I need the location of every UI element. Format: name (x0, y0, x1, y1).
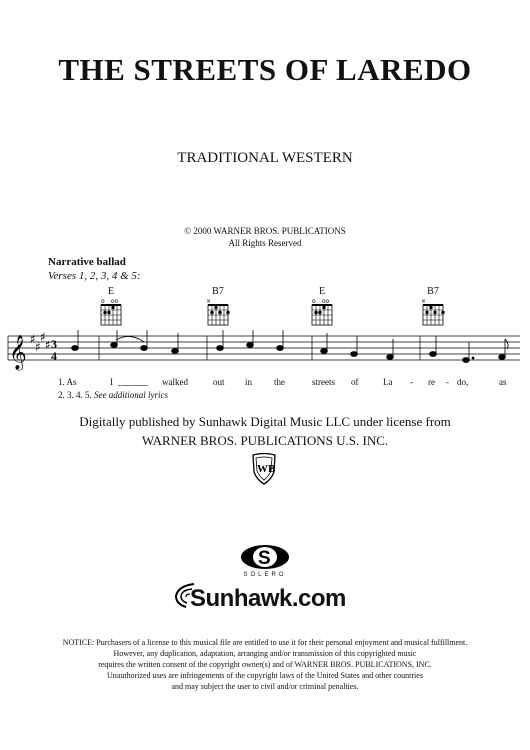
lyric-syllable: streets (312, 377, 335, 387)
notice-line: requires the written consent of the copyright owner(s) and of WARNER BROS. PUBLICATIONS, INC. (98, 660, 432, 669)
lyric-syllable: La (383, 377, 393, 387)
chord-name: E (107, 286, 115, 297)
svg-text:S: S (258, 548, 271, 569)
music-staff (0, 330, 530, 375)
solero-label: SOLERO (243, 572, 287, 578)
lyric-hyphen: - (410, 377, 413, 387)
svg-text:♯: ♯ (45, 338, 51, 352)
svg-text:♯: ♯ (40, 330, 46, 344)
svg-text:o: o (101, 298, 105, 305)
svg-text:oo: oo (322, 298, 330, 305)
song-title: THE STREETS OF LAREDO (58, 52, 472, 87)
svg-text:o: o (312, 298, 316, 305)
svg-text:×: × (421, 298, 427, 305)
slur (116, 336, 144, 342)
time-signature-top: 3 (51, 337, 57, 351)
publisher-name: WARNER BROS. PUBLICATIONS U.S. INC. (141, 433, 389, 448)
publisher-line: Digitally published by Sunhawk Digital Music LLC under license from (79, 414, 451, 429)
lyric-syllable: out (213, 377, 225, 387)
svg-text:♯: ♯ (35, 340, 41, 354)
tempo-marking: Narrative ballad (48, 256, 126, 268)
chord-diagram-e (97, 297, 125, 327)
chord-name: E (318, 286, 326, 297)
lyric-syllable: the (274, 377, 285, 387)
song-subtitle: TRADITIONAL WESTERN (177, 150, 353, 166)
notice-line: Unauthorized uses are infringements of the copyright laws of the United States and other countries (107, 671, 423, 680)
license-notice (20, 637, 510, 692)
notice-line: NOTICE: Purchasers of a license to this musical file are entitled to use it for their personal enjoyment and musical fulfillment. (62, 638, 468, 647)
rights-line: All Rights Reserved (228, 238, 302, 248)
svg-text:♯: ♯ (30, 332, 36, 346)
lyric-extender (118, 384, 150, 387)
time-signature-bottom: 4 (51, 349, 57, 363)
verse-numbers: 2. 3. 4. 5. (58, 390, 92, 400)
lyric-syllable: do, (457, 377, 469, 387)
lyric-syllable: of (351, 377, 359, 387)
lyric-additional-verses (58, 390, 168, 400)
copyright-line: © 2000 WARNER BROS. PUBLICATIONS (184, 226, 346, 236)
lyric-syllable: in (245, 377, 253, 387)
svg-text:×: × (206, 298, 212, 305)
chord-diagram-e (308, 297, 336, 327)
svg-text:WB: WB (257, 463, 276, 475)
lyric-syllable: walked (162, 377, 188, 387)
chord-name: B7 (427, 286, 439, 297)
chord-name: B7 (212, 286, 224, 297)
copyright-notice (0, 225, 530, 249)
additional-lyrics-note: See additional lyrics (94, 390, 168, 400)
verses-label: Verses 1, 2, 3, 4 & 5: (48, 270, 141, 282)
lyric-syllable: re (428, 377, 435, 387)
sunhawk-wordmark[interactable]: Sunhawk.com (190, 585, 346, 612)
svg-text:oo: oo (111, 298, 119, 305)
chord-diagram-b7 (419, 297, 447, 327)
lyric-syllable: I (110, 377, 113, 387)
notice-line: However, any duplication, adaptation, arranging and/or transmission of this copyrighted music (113, 649, 417, 658)
lyric-hyphen: - (446, 377, 449, 387)
notice-line: and may subject the user to civil and/or criminal penalties. (171, 682, 359, 691)
lyric-syllable: 1. As (58, 377, 77, 387)
treble-clef-icon: 𝄞 (9, 335, 27, 370)
chord-diagram-b7 (204, 297, 232, 327)
solero-logo-icon (239, 543, 291, 573)
warner-bros-shield-icon (250, 452, 278, 486)
lyric-syllable: as (499, 377, 507, 387)
